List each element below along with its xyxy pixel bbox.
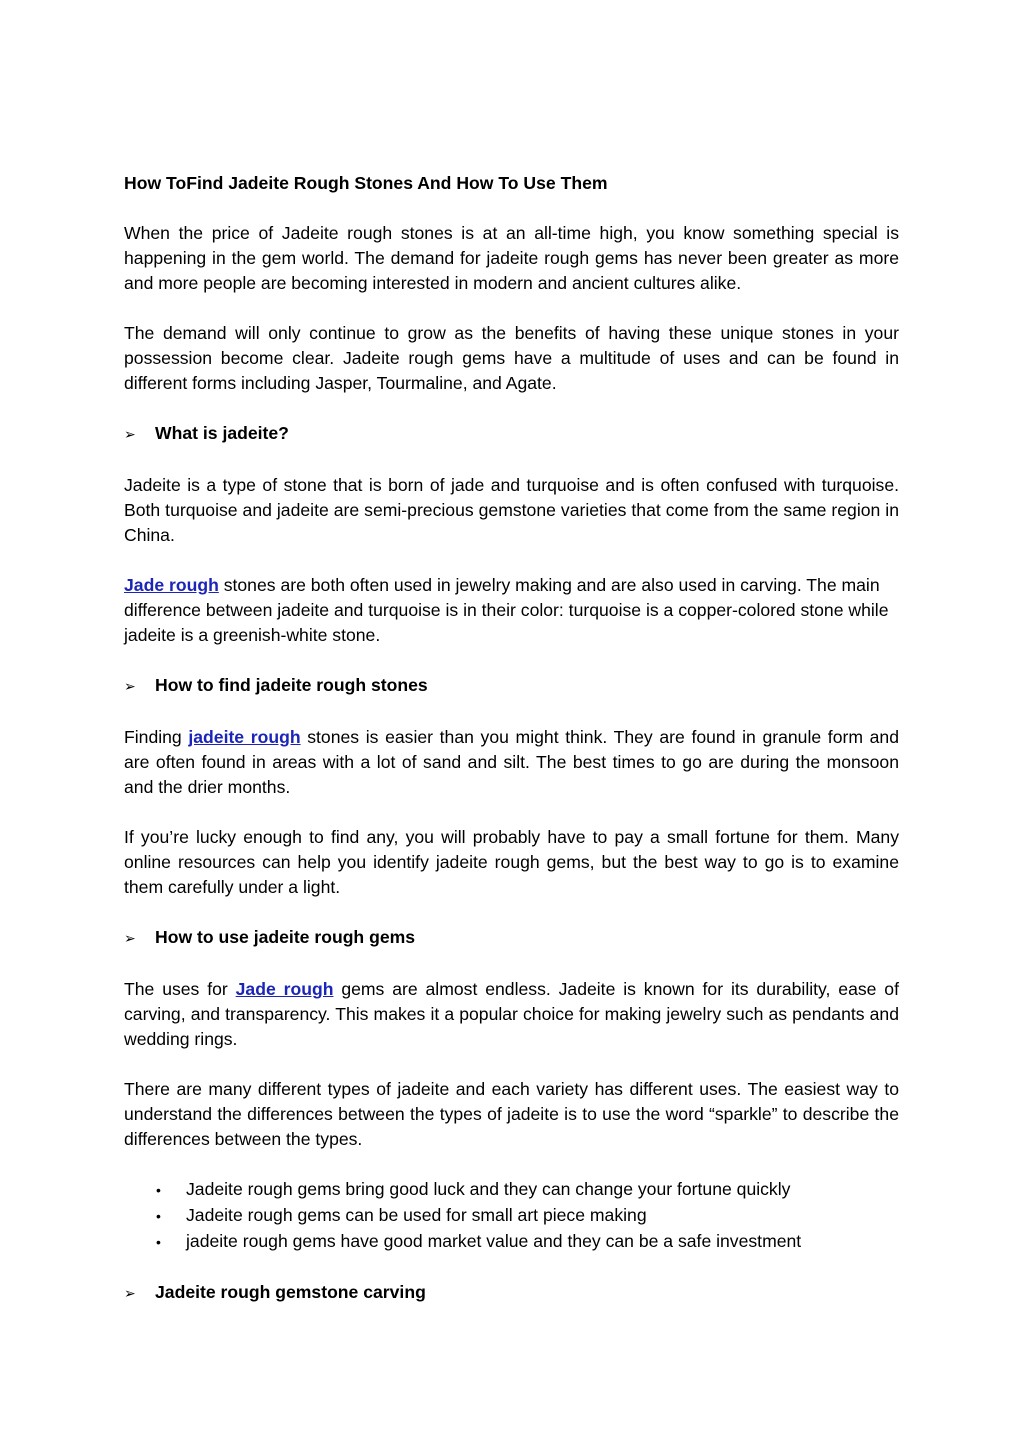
section-heading-how-to-find [124,673,899,700]
list-item [124,1229,899,1255]
benefits-list [124,1177,899,1255]
intro-paragraph-1: When the price of Jadeite rough stones is at an all-time high, you know something special is happening in the gem world. The demand for jadeite rough gems has never been greater as more and more people are becoming interested in modern and ancient cultures alike. [124,223,899,293]
list-item-text: Jadeite rough gems bring good luck and they can change your fortune quickly [186,1179,791,1199]
section-heading-text: How to find jadeite rough stones [155,675,428,695]
document-title: How ToFind Jadeite Rough Stones And How To Use Them [124,173,608,193]
finding-paragraph [124,725,899,800]
section-heading-how-to-use [124,925,899,952]
list-item-text: Jadeite rough gems can be used for small art piece making [186,1205,647,1225]
paragraph-text: stones are both often used in jewelry making and are also used in carving. The main difference between jadeite and turquoise is in their color: turquoise is a copper-colored stone while jadeite is a greenish-white stone. [124,575,889,645]
bullet-dot-icon: • [156,1182,161,1198]
document-page [124,171,899,1332]
list-item [124,1203,899,1229]
bullet-dot-icon: • [156,1234,161,1250]
section-heading-what-is-jadeite [124,421,899,448]
paragraph-text: Finding [124,727,189,747]
section-heading-text: Jadeite rough gemstone carving [155,1282,426,1302]
jadeite-rough-link[interactable]: jadeite rough [188,727,301,747]
intro-paragraph-2: The demand will only continue to grow as the benefits of having these unique stones in your possession become clear. Jadeite rough gems have a multitude of uses and can be found in different forms including Jasper, Tourmaline, and Agate. [124,323,899,393]
section-heading-text: What is jadeite? [155,423,289,443]
paragraph-text: stones is easier than you might think. They are found in granule form and are often found in areas with a lot of sand and silt. The best times to go are during the monsoon and the drier months. [124,727,899,797]
uses-paragraph [124,977,899,1052]
section-heading-text: How to use jadeite rough gems [155,927,416,947]
arrow-bullet-icon: ➢ [124,931,136,947]
types-paragraph: There are many different types of jadeite and each variety has different uses. The easiest way to understand the differences between the types of jadeite is to use the word “sparkle” to describe the differences between the types. [124,1079,899,1149]
section-heading-carving [124,1280,899,1307]
arrow-bullet-icon: ➢ [124,1286,136,1302]
bullet-dot-icon: • [156,1208,161,1224]
lucky-paragraph: If you’re lucky enough to find any, you will probably have to pay a small fortune for them. Many online resources can help you identify jadeite rough gems, but the best way to go is to examine them carefully under a light. [124,827,899,897]
jade-rough-link[interactable]: Jade rough [124,575,219,595]
list-item [124,1177,899,1203]
list-item-text: jadeite rough gems have good market value and they can be a safe investment [186,1231,802,1251]
jade-rough-link-2[interactable]: Jade rough [235,979,334,999]
paragraph-text: gems are almost endless. Jadeite is known for its durability, ease of carving, and transparency. This makes it a popular choice for making jewelry such as pendants and wedding rings. [124,979,899,1049]
arrow-bullet-icon: ➢ [124,427,136,443]
jadeite-definition-paragraph: Jadeite is a type of stone that is born of jade and turquoise and is often confused with turquoise. Both turquoise and jadeite are semi-precious gemstone varieties that come from the same region in China. [124,475,899,545]
jade-rough-paragraph [124,573,899,648]
paragraph-text: The uses for [124,979,236,999]
arrow-bullet-icon: ➢ [124,679,136,695]
